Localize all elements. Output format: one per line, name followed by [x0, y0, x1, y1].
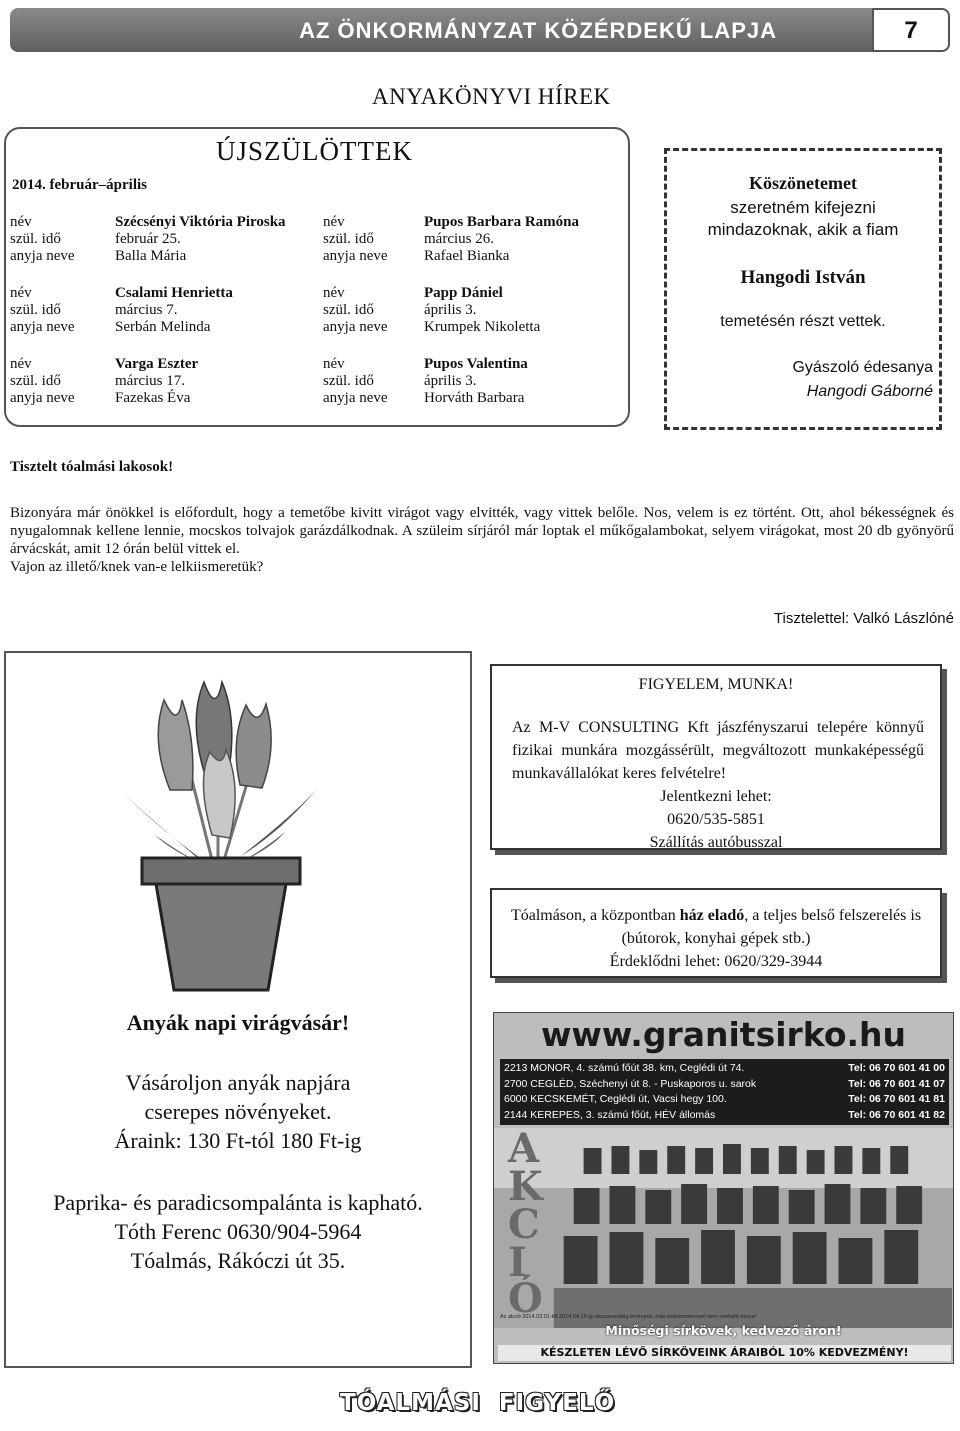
house-ad-bold: ház eladó: [679, 907, 745, 924]
letter-body: [10, 504, 954, 576]
label-mother: anyja neve: [10, 390, 75, 406]
label-mother: anyja neve: [323, 248, 388, 264]
entry-labels: [10, 285, 75, 336]
job-contact-label: Jelentkezni lehet:: [660, 788, 772, 805]
granit-discount: KÉSZLETEN LÉVŐ SÍRKÖVEINK ÁRAIBÓL 10% KEDVEZMÉNY!: [498, 1345, 951, 1361]
newborn-entry: [424, 285, 540, 336]
newborn-entry: [115, 285, 233, 336]
granit-slogan: Minőségi sírkövek, kedvező áron!: [605, 1323, 842, 1338]
granit-address: 2144 KEREPES, 3. számú főút, HÉV állomás: [504, 1108, 716, 1121]
header-title: AZ ÖNKORMÁNYZAT KÖZÉRDEKŰ LAPJA: [299, 18, 777, 43]
newborns-title: ÚJSZÜLÖTTEK: [216, 136, 413, 166]
newborn-date: március 7.: [115, 302, 178, 318]
granit-address: 6000 KECSKEMÉT, Ceglédi út, Vacsi hegy 100.: [504, 1093, 727, 1105]
job-ad-contact: [492, 785, 940, 854]
letter-signature: Tisztelettel: Valkó Lászlóné: [773, 610, 954, 627]
entry-labels: [323, 285, 388, 336]
newborn-entry: [115, 214, 286, 265]
house-ad-text: [510, 904, 922, 973]
thanks-text: [667, 197, 939, 241]
newborn-date: március 26.: [424, 231, 494, 247]
job-ad-title: FIGYELEM, MUNKA!: [638, 676, 794, 693]
newborn-date: április 3.: [424, 302, 477, 318]
thanks-line: mindazoknak, akik a fiam: [707, 220, 899, 239]
granit-phone: Tel: 06 70 601 41 00: [848, 1062, 945, 1074]
granit-location-row: [504, 1061, 945, 1077]
page-number: 7: [872, 8, 950, 52]
granit-phone: Tel: 06 70 601 41 81: [848, 1093, 945, 1105]
flower-ad-line: cserepes növényeket.: [144, 1099, 332, 1124]
granit-locations: [500, 1059, 949, 1125]
akcio-letter: C: [508, 1201, 540, 1248]
label-born: szül. idő: [10, 302, 61, 318]
granit-phone: Tel: 06 70 601 41 07: [848, 1077, 945, 1090]
flower-ad-line: Vásároljon anyák napjára: [125, 1070, 351, 1095]
flower-ad-title: Anyák napi virágvásár!: [126, 1010, 350, 1035]
newborn-entry: [115, 356, 198, 407]
granit-location-row: [504, 1092, 945, 1108]
newborns-box: [4, 127, 630, 427]
gravestones-photo: [494, 1128, 953, 1328]
granit-url: www.granitsirko.hu: [540, 1015, 907, 1054]
newborns-period: 2014. február–április: [12, 177, 147, 193]
label-mother: anyja neve: [10, 319, 75, 335]
thanks-line: szeretném kifejezni: [730, 198, 876, 217]
flower-ad-address: Tóalmás, Rákóczi út 35.: [130, 1248, 346, 1273]
letter-greeting: Tisztelt tóalmási lakosok!: [10, 459, 174, 475]
newborn-entry: [424, 356, 528, 407]
page-header: [10, 8, 950, 54]
thanks-after: temetésén részt vettek.: [720, 313, 886, 330]
thanks-signature-name: Hangodi Gáborné: [806, 383, 933, 400]
footer-left: TÓALMÁSI: [340, 1390, 481, 1416]
house-ad-pre: Tóalmáson, a központban: [510, 907, 680, 924]
newborn-entry: [424, 214, 579, 265]
label-mother: anyja neve: [323, 319, 388, 335]
thanks-notice: [664, 148, 942, 430]
label-born: szül. idő: [323, 373, 374, 389]
flower-ad-contact: Tóth Ferenc 0630/904-5964: [114, 1219, 362, 1244]
label-born: szül. idő: [10, 231, 61, 247]
thanks-title: Köszönetemet: [749, 173, 857, 193]
newborn-date: március 17.: [115, 373, 185, 389]
label-mother: anyja neve: [323, 390, 388, 406]
label-name: név: [323, 285, 345, 301]
flower-ad-extra: [4, 1188, 472, 1275]
entry-labels: [323, 214, 388, 265]
newborn-mother: Balla Mária: [115, 248, 187, 264]
akcio-letter: K: [508, 1163, 543, 1210]
deceased-name: Hangodi István: [740, 267, 866, 288]
newborn-mother: Rafael Bianka: [424, 248, 510, 264]
flower-ad-line: Paprika- és paradicsompalánta is kapható.: [53, 1190, 423, 1215]
granit-small-print: Az akció 2014.03.01-től 2014.04.15-ig visszavonásig érvényes, más kedvezménnyel nem vonható össze!: [500, 1314, 757, 1320]
entry-labels: [10, 214, 75, 265]
newborn-mother: Fazekas Éva: [115, 390, 191, 406]
job-transport: Szállítás autóbusszal: [649, 834, 783, 851]
label-name: név: [10, 356, 32, 372]
newborn-mother: Serbán Melinda: [115, 319, 211, 335]
flower-pot-illustration: [100, 660, 340, 1000]
job-ad: [490, 664, 942, 850]
label-born: szül. idő: [323, 302, 374, 318]
footer-right: FIGYELŐ: [498, 1390, 616, 1416]
granit-ad: [493, 1012, 954, 1364]
granit-location-row: [504, 1077, 945, 1093]
thanks-signature-role: Gyászoló édesanya: [792, 359, 933, 376]
section-title: ANYAKÖNYVI HÍREK: [372, 84, 611, 109]
granit-location-row: [504, 1108, 945, 1124]
newborn-date: április 3.: [424, 373, 477, 389]
house-ad-contact: Érdeklődni lehet: 0620/329-3944: [609, 953, 823, 970]
label-mother: anyja neve: [10, 248, 75, 264]
newborn-name: Pupos Valentina: [424, 356, 528, 372]
akcio-letter: I: [508, 1239, 527, 1286]
label-name: név: [10, 285, 32, 301]
newborn-mother: Horváth Barbara: [424, 390, 525, 406]
newborn-name: Varga Eszter: [115, 356, 199, 372]
flower-ad-prices: Áraink: 130 Ft-tól 180 Ft-ig: [114, 1128, 362, 1153]
house-sale-ad: [490, 888, 942, 978]
label-name: név: [323, 356, 345, 372]
granit-address: 2213 MONOR, 4. számú főút 38. km, Ceglédi út 74.: [504, 1062, 745, 1074]
letter-paragraph: Bizonyára már önökkel is előfordult, hogy a temetőbe kivitt virágot vagy elvitték, vagy vittek belőle. Nos, velem is ez történt. Ott, ahol békességnek és nyugalomnak kellene lennie, mocskos tolvajok garázdálkodnak. A szüleim sírjáról már loptak el műkőgalambokat, selyem virágokat, most 20 db gyönyörű árvácskát, amit 12 órán belül vittek el.: [10, 505, 954, 557]
label-born: szül. idő: [323, 231, 374, 247]
label-born: szül. idő: [10, 373, 61, 389]
akcio-letter: A: [508, 1125, 540, 1172]
newborn-name: Szécsényi Viktória Piroska: [115, 214, 286, 230]
entry-labels: [10, 356, 75, 407]
newborn-name: Papp Dániel: [424, 285, 503, 301]
label-name: név: [323, 214, 345, 230]
entry-labels: [323, 356, 388, 407]
letter-paragraph: Vajon az illető/knek van-e lelkiismeretük?: [10, 559, 264, 575]
house-ad-post: , a teljes belső felszerelés is (bútorok, konyhai gépek stb.): [621, 907, 922, 947]
job-ad-text: Az M-V CONSULTING Kft jászfényszarui telepére könnyű fizikai munkára mozgássérült, megváltozott munkaképességű munkavállalókat keres felvételre!: [512, 719, 924, 782]
newborn-name: Pupos Barbara Ramóna: [424, 214, 580, 230]
footer-logo: [340, 1390, 615, 1416]
newborn-name: Csalami Henrietta: [115, 285, 233, 301]
job-phone: 0620/535-5851: [667, 811, 765, 828]
newborn-mother: Krumpek Nikoletta: [424, 319, 541, 335]
granit-phone: Tel: 06 70 601 41 82: [848, 1108, 945, 1121]
newborn-date: február 25.: [115, 231, 181, 247]
label-name: név: [10, 214, 32, 230]
granit-address: 2700 CEGLÉD, Széchenyi út 8. - Puskaporos u. sarok: [504, 1077, 757, 1090]
flower-ad-body: [4, 1068, 472, 1155]
akcio-letter: Ó: [508, 1275, 543, 1322]
